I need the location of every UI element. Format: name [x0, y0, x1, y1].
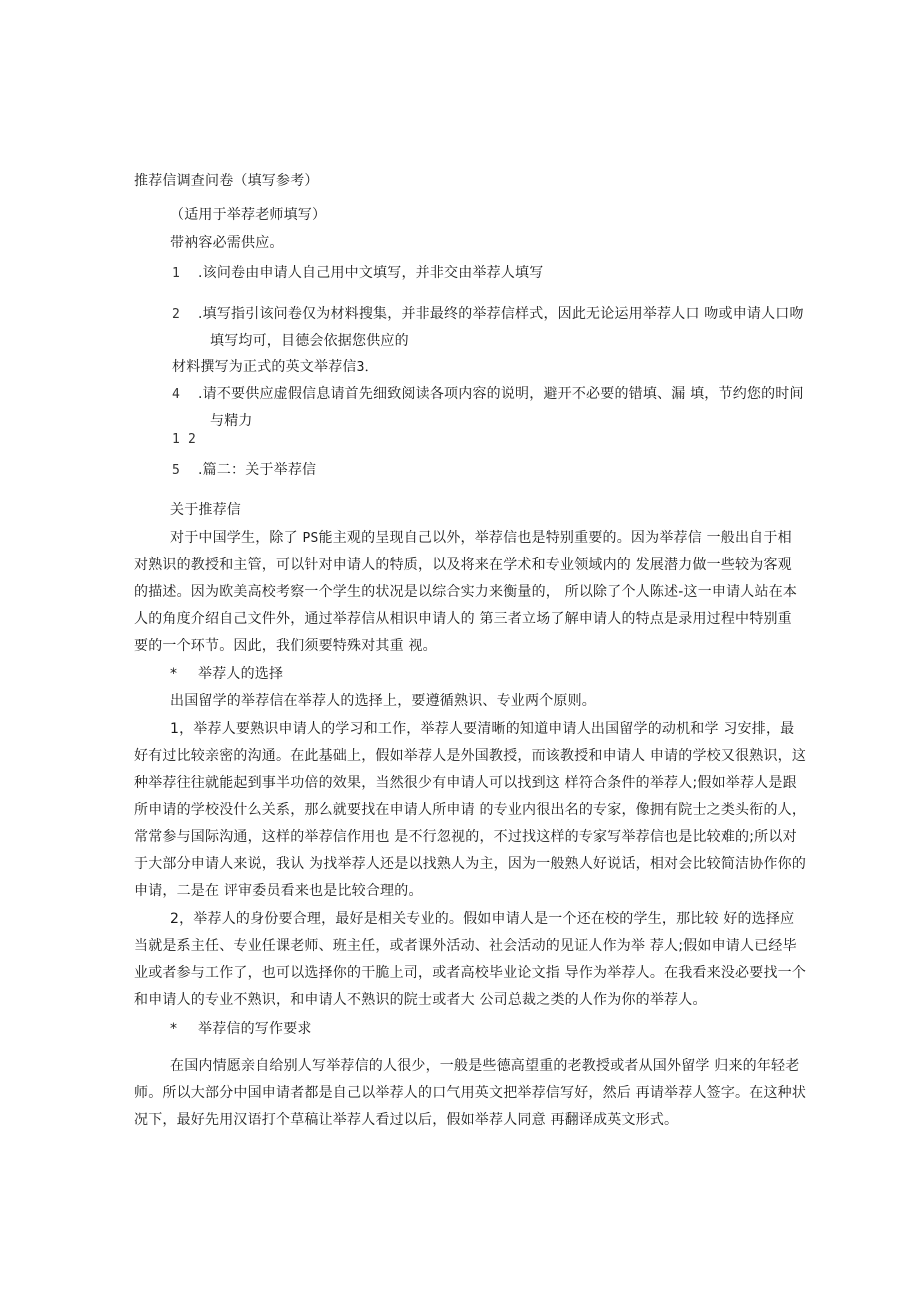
list-item-continuation: 填写均可，目德会依据您供应的	[210, 333, 409, 349]
list-item-text: .该问卷由申请人自己用中文填写，并非交由举荐人填写	[198, 265, 544, 281]
paragraph-line: 所申请的学校没什么关系，那么就要找在申请人所申请 的专业内很出名的专家，像拥有院士之类头衔的人，	[134, 802, 807, 818]
paragraph-line: 申请，二是在 评审委员看来也是比较合理的。	[134, 883, 423, 899]
document-subtitle: （适用于举荐老师填写）	[170, 207, 327, 223]
list-item-number: 5	[172, 463, 181, 478]
list-item-number: 1	[172, 266, 181, 281]
list-item-text: .篇二：关于举荐信	[198, 462, 317, 478]
paragraph-line: 在国内情愿亲自给别人写举荐信的人很少，一般是些德高望重的老教授或者从国外留学 归来的年轻老	[170, 1058, 800, 1074]
list-item	[172, 304, 804, 325]
bullet-heading	[170, 1019, 312, 1039]
list-item-numbers: 1 2	[172, 432, 197, 447]
bullet-mark: *	[170, 666, 178, 682]
list-item-number: 4	[172, 387, 181, 402]
paragraph-line: 人的角度介绍自己文件外，通过举荐信从相识申请人的 第三者立场了解申请人的特点是录用过程中特别重	[134, 611, 792, 627]
paragraph-line: 师。所以大部分中国申请者都是自己以举荐人的口气用英文把举荐信写好，然后 再请举荐人签字。在这种状	[134, 1085, 807, 1101]
paragraph-line: 对熟识的教授和主管，可以针对申请人的特质，以及将来在学术和专业领域内的 发展潜力做一些较为客观	[134, 557, 792, 573]
list-item	[172, 384, 804, 405]
list-item-number: 2	[172, 307, 181, 322]
document-title: 推荐信调查问卷（填写参考）	[134, 173, 319, 189]
list-item	[172, 460, 316, 481]
paragraph-line: 种举荐往往就能起到事半功倍的效果，当然很少有申请人可以找到这 样符合条件的举荐人;假如举荐人是跟	[134, 775, 797, 791]
paragraph-line: 况下，最好先用汉语打个草稿让举荐人看过以后，假如举荐人同意 再翻译成英文形式。	[134, 1112, 679, 1128]
paragraph-text: 对于中国学生，除了	[170, 530, 298, 546]
section-title: 关于推荐信	[170, 502, 241, 518]
list-item-continuation: 与精力	[210, 413, 253, 429]
bullet-text: 举荐人的选择	[198, 666, 284, 682]
bullet-text: 举荐信的写作要求	[198, 1021, 312, 1037]
list-item-suffix: 3．	[356, 360, 378, 375]
notice-line: 带衲容必需供应。	[170, 235, 284, 251]
paragraph-text: 能主观的呈现自己以外，举荐信也是特别重要的。因为举荐信 一般出自于相	[318, 530, 792, 546]
paragraph-line: 和申请人的专业不熟识，和申请人不熟识的院士或者大 公司总裁之类的人作为你的举荐人。	[134, 992, 707, 1008]
list-item-text: 材料撰写为正式的英文举荐信	[172, 359, 357, 375]
paragraph-line: 2，举荐人的身份要合理，最好是相关专业的。假如申请人是一个还在校的学生，那比较 好的选择应	[170, 911, 795, 927]
list-item-text: .填写指引该问卷仅为材料搜集，并非最终的举荐信样式，因此无论运用举荐人口 吻或申请人口吻	[198, 306, 804, 322]
paragraph-line: 常常参与国际沟通，这样的举荐信作用也 是不行忽视的，不过找这样的专家写举荐信也是比较难的;所以对	[134, 829, 797, 845]
bullet-heading	[170, 664, 283, 684]
paragraph-line: 业或者参与工作了，也可以选择你的干脆上司，或者高校毕业论文指 导作为举荐人。在我看来没必要找一个	[134, 965, 807, 981]
paragraph-line: 要的一个环节。因此，我们须要特殊对其重 视。	[134, 638, 437, 654]
paragraph-line	[170, 528, 792, 549]
paragraph-line: 的描述。因为欧美高校考察一个学生的状况是以综合实力来衡量的， 所以除了个人陈述-这一申请人站在本	[134, 584, 798, 600]
paragraph-abbreviation: PS	[302, 531, 319, 546]
paragraph-line: 于大部分申请人来说，我认 为找举荐人还是以找熟人为主，因为一般熟人好说话，相对会比较简洁协作你的	[134, 856, 807, 872]
list-item	[172, 357, 378, 378]
bullet-mark: *	[170, 1021, 178, 1037]
paragraph-line: 出国留学的举荐信在举荐人的选择上，要遵循熟识、专业两个原则。	[170, 693, 596, 709]
list-item-text: .请不要供应虚假信息请首先细致阅读各项内容的说明，避开不必要的错填、漏 填，节约您的时间	[198, 386, 804, 402]
paragraph-line: 当就是系主任、专业任课老师、班主任，或者课外活动、社会活动的见证人作为举 荐人;假如申请人已经毕	[134, 938, 797, 954]
paragraph-line: 好有过比较亲密的沟通。在此基础上，假如举荐人是外国教授，而该教授和申请人 申请的学校又很熟识，这	[134, 748, 807, 764]
paragraph-line: 1，举荐人要熟识申请人的学习和工作，举荐人要清晰的知道申请人出国留学的动机和学 习安排，最	[170, 721, 795, 737]
list-item	[172, 263, 543, 284]
